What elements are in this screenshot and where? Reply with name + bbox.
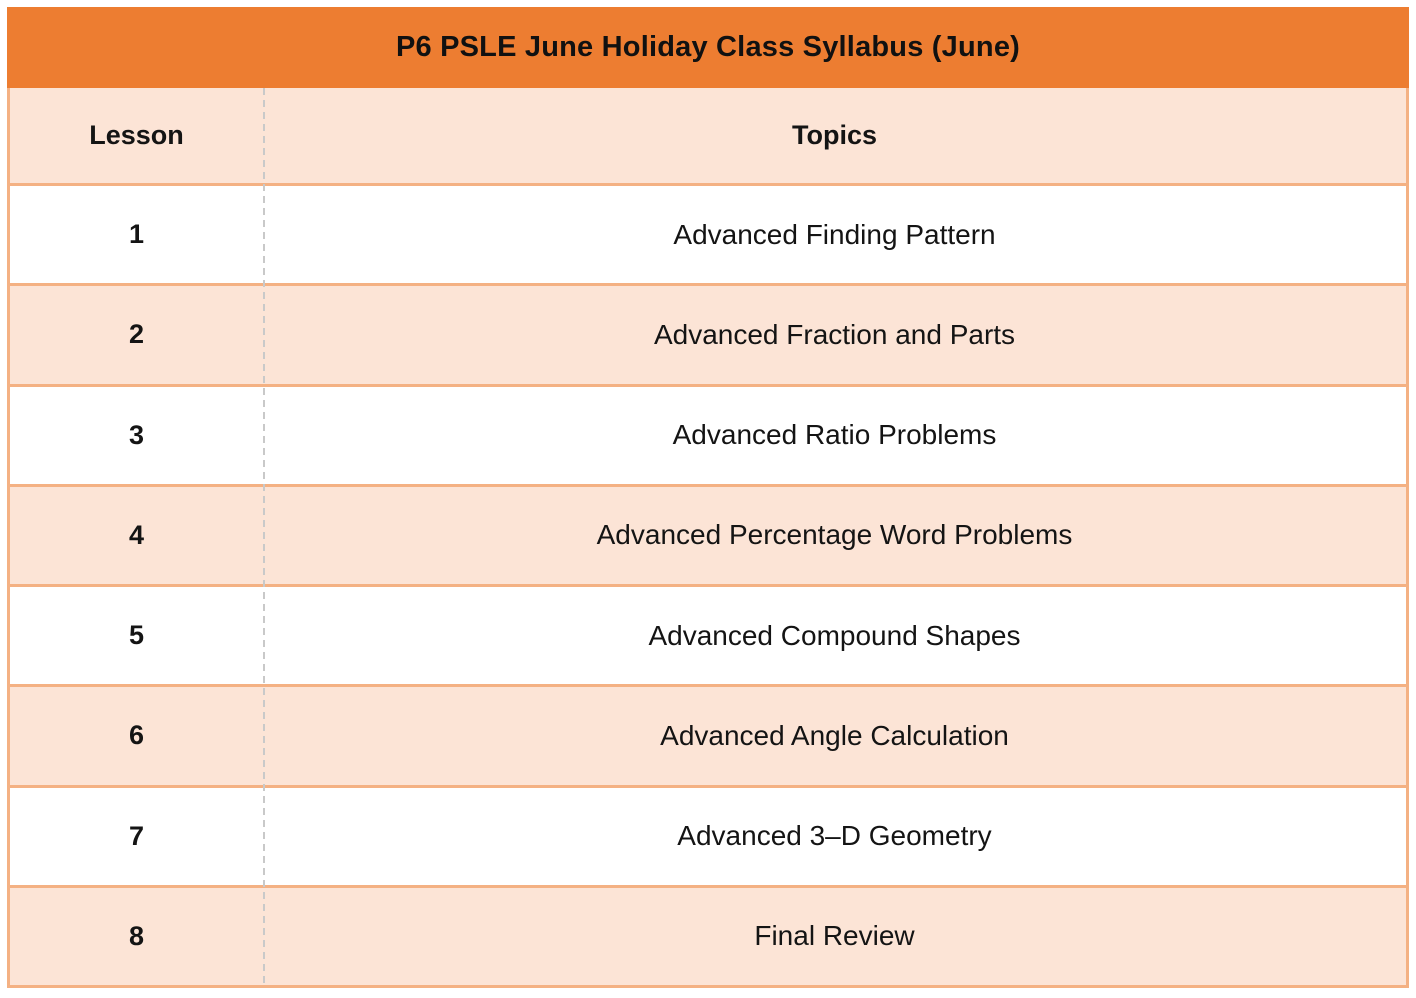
table-title: P6 PSLE June Holiday Class Syllabus (June) [395,31,1021,63]
header-topics: Topics [791,120,877,150]
topic-cell: Advanced Finding Pattern [673,218,996,250]
topic-cell: Advanced Compound Shapes [648,619,1021,651]
lesson-cell: 2 [128,319,145,350]
column-divider [263,88,265,985]
lesson-cell: 5 [128,620,145,651]
topic-cell: Final Review [754,920,915,952]
table-row [10,384,1406,484]
table-row [10,684,1406,784]
table-row [10,584,1406,684]
table-body [10,88,1406,985]
header-lesson: Lesson [89,120,184,150]
header-row [10,88,1406,183]
topic-cell: Advanced Angle Calculation [660,719,1009,751]
lesson-cell: 4 [128,519,145,550]
table-row [10,183,1406,283]
topic-cell: Advanced Percentage Word Problems [596,519,1073,551]
syllabus-table [7,7,1409,988]
table-title-bar [7,7,1409,88]
lesson-cell: 8 [128,920,145,951]
topic-cell: Advanced Ratio Problems [672,419,997,451]
lesson-cell: 7 [128,820,145,851]
lesson-cell: 1 [128,219,145,250]
table-row [10,785,1406,885]
lesson-cell: 3 [128,419,145,450]
table-row [10,484,1406,584]
topic-cell: Advanced Fraction and Parts [653,318,1016,350]
table-row [10,283,1406,383]
lesson-cell: 6 [128,720,145,751]
table-row [10,885,1406,985]
topic-cell: Advanced 3–D Geometry [677,820,992,852]
